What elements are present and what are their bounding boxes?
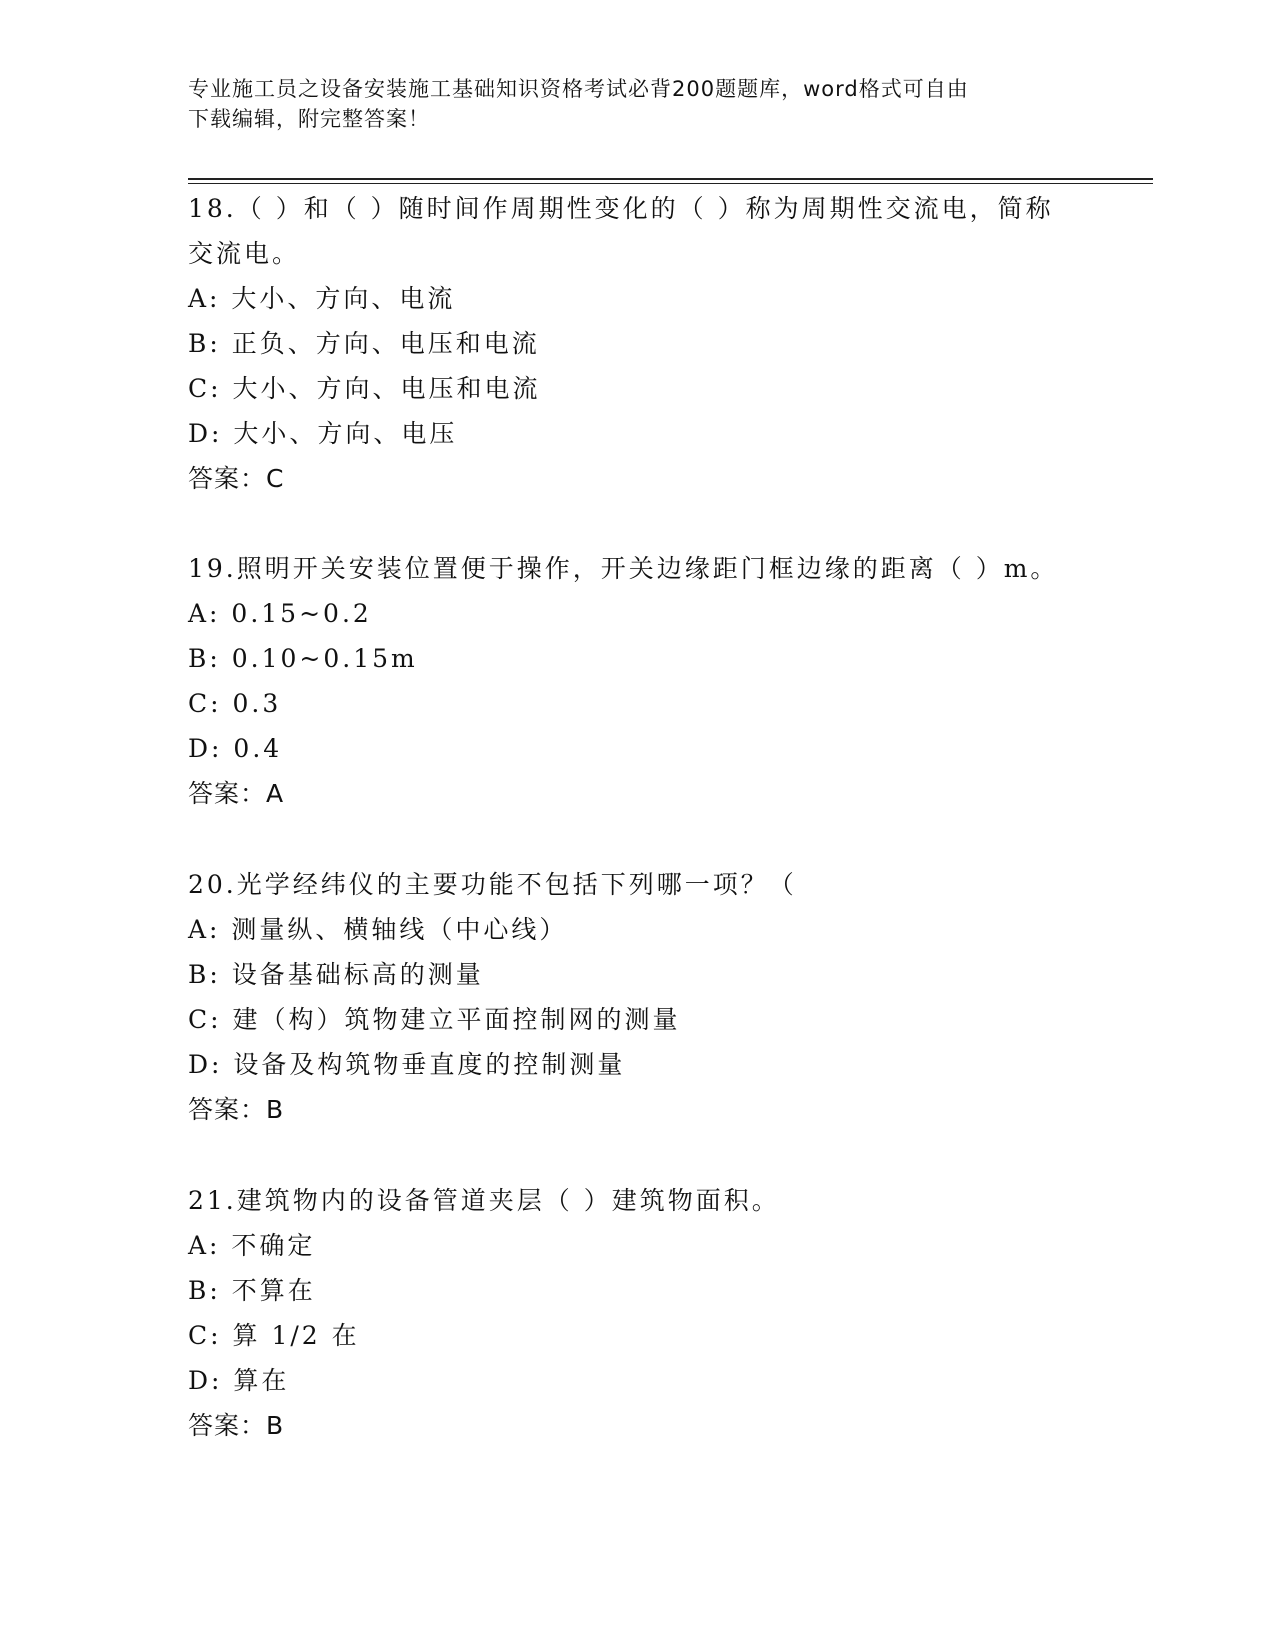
header-divider-thin xyxy=(188,183,1153,184)
option-d: D: 设备及构筑物垂直度的控制测量 xyxy=(188,1050,626,1079)
question-20 xyxy=(188,862,1068,1132)
option-d: D: 算在 xyxy=(188,1366,290,1395)
option-c: C: 大小、方向、电压和电流 xyxy=(188,374,541,403)
document-header xyxy=(188,74,1068,134)
header-line-2: 下载编辑，附完整答案！ xyxy=(188,107,430,131)
answer: 答案：B xyxy=(188,1095,285,1124)
option-b: B: 不算在 xyxy=(188,1276,316,1305)
option-b: B: 设备基础标高的测量 xyxy=(188,960,484,989)
option-a: A: 0.15~0.2 xyxy=(188,599,372,628)
option-a: A: 不确定 xyxy=(188,1231,316,1260)
question-18 xyxy=(188,186,1068,501)
option-c: C: 0.3 xyxy=(188,689,282,718)
option-c: C: 建（构）筑物建立平面控制网的测量 xyxy=(188,1005,681,1034)
header-divider-thick xyxy=(188,178,1153,180)
option-c: C: 算 1/2 在 xyxy=(188,1321,360,1350)
header-line-1: 专业施工员之设备安装施工基础知识资格考试必背200题题库，word格式可自由 xyxy=(188,77,969,101)
option-a: A: 测量纵、横轴线（中心线） xyxy=(188,915,568,944)
option-a: A: 大小、方向、电流 xyxy=(188,284,456,313)
question-19 xyxy=(188,546,1068,816)
question-21 xyxy=(188,1178,1068,1448)
answer: 答案：C xyxy=(188,464,285,493)
option-d: D: 大小、方向、电压 xyxy=(188,419,458,448)
question-stem: 18.（ ）和（ ）随时间作周期性变化的（ ）称为周期性交流电，简称交流电。 xyxy=(188,194,1054,268)
answer: 答案：B xyxy=(188,1411,285,1440)
option-b: B: 正负、方向、电压和电流 xyxy=(188,329,540,358)
question-stem: 20.光学经纬仪的主要功能不包括下列哪一项？（ xyxy=(188,870,797,899)
answer: 答案：A xyxy=(188,779,285,808)
option-b: B: 0.10~0.15m xyxy=(188,644,418,673)
question-stem: 21.建筑物内的设备管道夹层（ ）建筑物面积。 xyxy=(188,1186,780,1215)
question-stem: 19.照明开关安装位置便于操作，开关边缘距门框边缘的距离（ ）m。 xyxy=(188,554,1059,583)
option-d: D: 0.4 xyxy=(188,734,283,763)
